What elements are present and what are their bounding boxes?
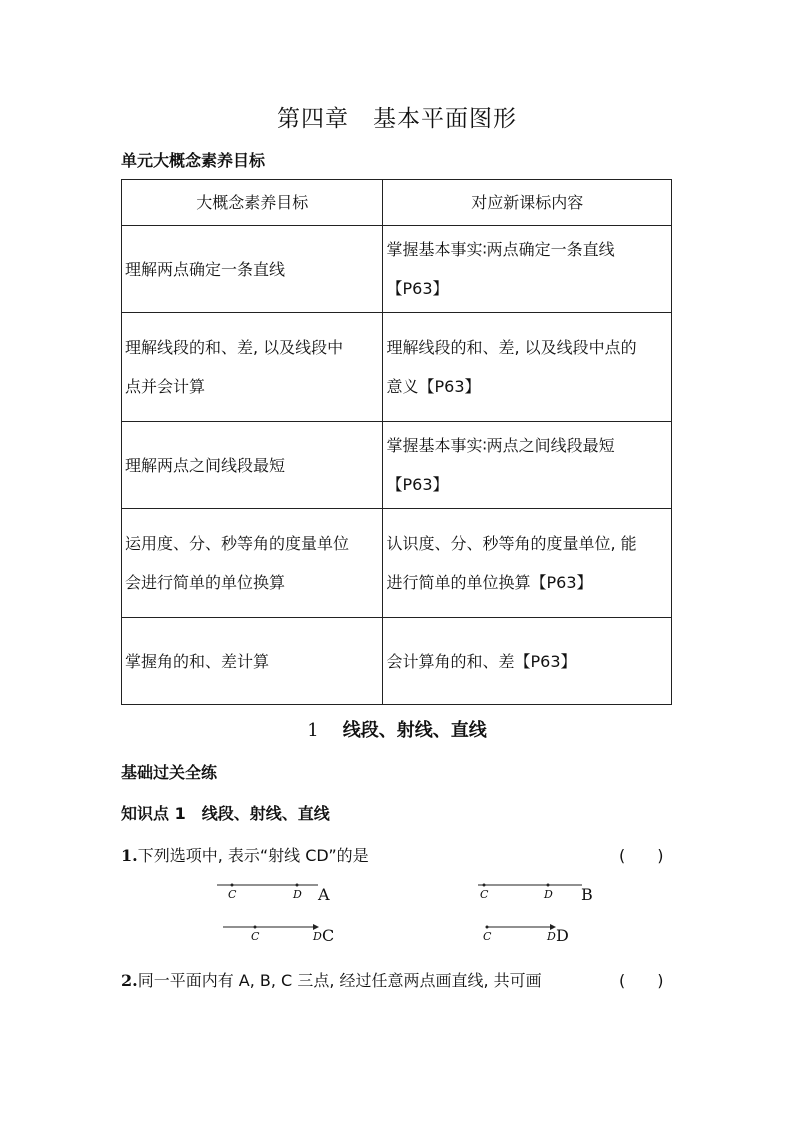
label-c: C (480, 888, 489, 901)
point-c (254, 926, 257, 929)
header-standard: 对应新课标内容 (383, 180, 672, 226)
chapter-title: 第四章 基本平面图形 (277, 106, 517, 132)
standard-cell: 掌握基本事实∶两点确定一条直线 【P63】 (383, 226, 672, 313)
option-a-figure (217, 884, 318, 887)
standard-cell: 掌握基本事实∶两点之间线段最短 【P63】 (383, 422, 672, 509)
lesson-title-text: 线段、射线、直线 (342, 720, 487, 741)
standard-cell: 认识度、分、秒等角的度量单位, 能 进行简单的单位换算【P63】 (383, 509, 672, 618)
label-d: D (544, 888, 553, 901)
question-number: 1. (121, 846, 138, 865)
goal-cell: 理解两点之间线段最短 (122, 422, 383, 509)
point-c (483, 884, 486, 887)
option-d-figure (486, 926, 556, 929)
question-text: 下列选项中, 表示“射线 CD”的是 (137, 846, 369, 865)
option-c-figure (223, 926, 318, 929)
answer-bracket: ( ) (619, 846, 664, 865)
header-goal: 大概念素养目标 (122, 180, 383, 226)
goal-cell: 运用度、分、秒等角的度量单位 会进行简单的单位换算 (122, 509, 383, 618)
practice-heading: 基础过关全练 (121, 763, 218, 782)
goal-cell: 理解两点确定一条直线 (122, 226, 383, 313)
standard-cell: 理解线段的和、差, 以及线段中点的 意义【P63】 (383, 313, 672, 422)
answer-bracket: ( ) (619, 971, 664, 990)
point-c (486, 926, 489, 929)
lesson-number: 1 (307, 720, 319, 741)
goal-cell: 掌握角的和、差计算 (122, 618, 383, 705)
option-c-letter: C (322, 926, 335, 945)
label-d: D (313, 930, 322, 943)
point-d (547, 884, 550, 887)
standard-cell: 会计算角的和、差【P63】 (383, 618, 672, 705)
question-number: 2. (121, 971, 138, 990)
option-d-letter: D (556, 926, 569, 945)
point-c (231, 884, 234, 887)
question-2 (121, 968, 542, 991)
label-c: C (228, 888, 237, 901)
label-d: D (293, 888, 302, 901)
option-b-figure (478, 884, 582, 887)
label-d: D (547, 930, 556, 943)
label-c: C (483, 930, 492, 943)
label-c: C (251, 930, 260, 943)
option-a-letter: A (318, 885, 330, 904)
knowledge-point: 知识点 1 线段、射线、直线 (121, 804, 330, 823)
goal-cell: 理解线段的和、差, 以及线段中 点并会计算 (122, 313, 383, 422)
point-d (296, 884, 299, 887)
option-b-letter: B (581, 885, 593, 904)
question-text: 同一平面内有 A, B, C 三点, 经过任意两点画直线, 共可画 (137, 971, 542, 990)
unit-heading: 单元大概念素养目标 (121, 151, 266, 170)
